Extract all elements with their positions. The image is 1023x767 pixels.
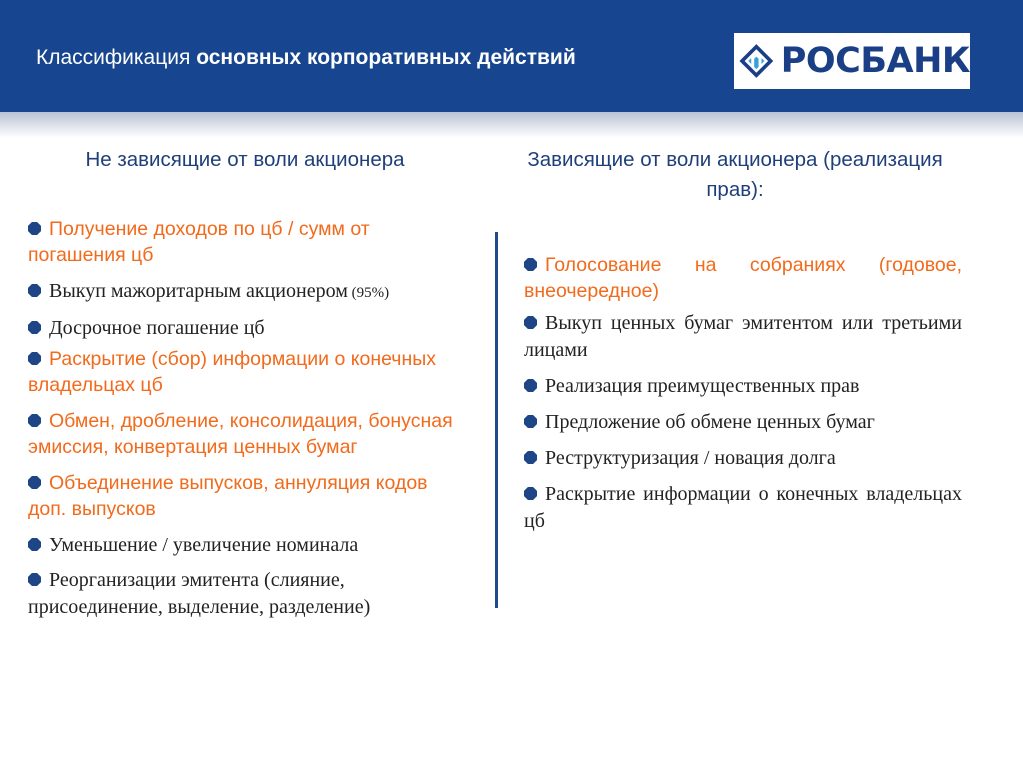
page-title [36, 46, 576, 70]
octagon-bullet-icon [28, 573, 41, 586]
octagon-bullet-icon [524, 258, 537, 271]
octagon-bullet-icon [524, 379, 537, 392]
list-item: Реализация преимущественных прав [524, 373, 962, 400]
octagon-bullet-icon [524, 487, 537, 500]
octagon-bullet-icon [524, 451, 537, 464]
list-item: Обмен, дробление, консолидация, бонусная эмиссия, конвертация ценных бумаг [28, 410, 453, 458]
list-item: Получение доходов по цб / сумм от погашения цб [28, 218, 370, 266]
list-item: Голосование на собраниях (годовое, внеочередное) [524, 254, 962, 302]
list-item: Объединение выпусков, аннуляция кодов доп. выпусков [28, 472, 428, 520]
list-item: Выкуп ценных бумаг эмитентом или третьими лицами [524, 312, 962, 361]
title-bold: основных корпоративных действий [196, 46, 576, 69]
right-list [524, 252, 962, 535]
octagon-bullet-icon [28, 414, 41, 427]
rosbank-logo-icon [738, 36, 775, 86]
list-item: Реструктуризация / новация долга [524, 445, 962, 472]
octagon-bullet-icon [28, 476, 41, 489]
list-item: Выкуп мажоритарным акционером (95%) [28, 278, 468, 307]
octagon-bullet-icon [28, 352, 41, 365]
left-column-heading: Не зависящие от воли акционера [85, 148, 405, 171]
logo-text: РОСБАНК [780, 41, 970, 81]
title-regular: Классификация [36, 46, 197, 69]
list-item: Предложение об обмене ценных бумаг [524, 409, 962, 436]
list-item: Раскрытие (сбор) информации о конечных владельцах цб [28, 348, 436, 396]
header-shadow [0, 112, 1023, 138]
left-list [28, 216, 468, 621]
octagon-bullet-icon [28, 538, 41, 551]
octagon-bullet-icon [28, 284, 41, 297]
header-bar [0, 0, 1023, 112]
list-item: Реорганизации эмитента (слияние, присоединение, выделение, разделение) [28, 569, 371, 618]
octagon-bullet-icon [28, 321, 41, 334]
octagon-bullet-icon [28, 222, 41, 235]
right-column-heading: Зависящие от воли акционера (реализация прав): [527, 148, 943, 201]
list-item: Досрочное погашение цб [28, 315, 468, 342]
rosbank-logo [734, 33, 970, 89]
list-item: Раскрытие информации о конечных владельцах цб [524, 483, 962, 532]
column-divider [495, 232, 498, 608]
octagon-bullet-icon [524, 316, 537, 329]
octagon-bullet-icon [524, 415, 537, 428]
list-item: Уменьшение / увеличение номинала [28, 532, 468, 559]
